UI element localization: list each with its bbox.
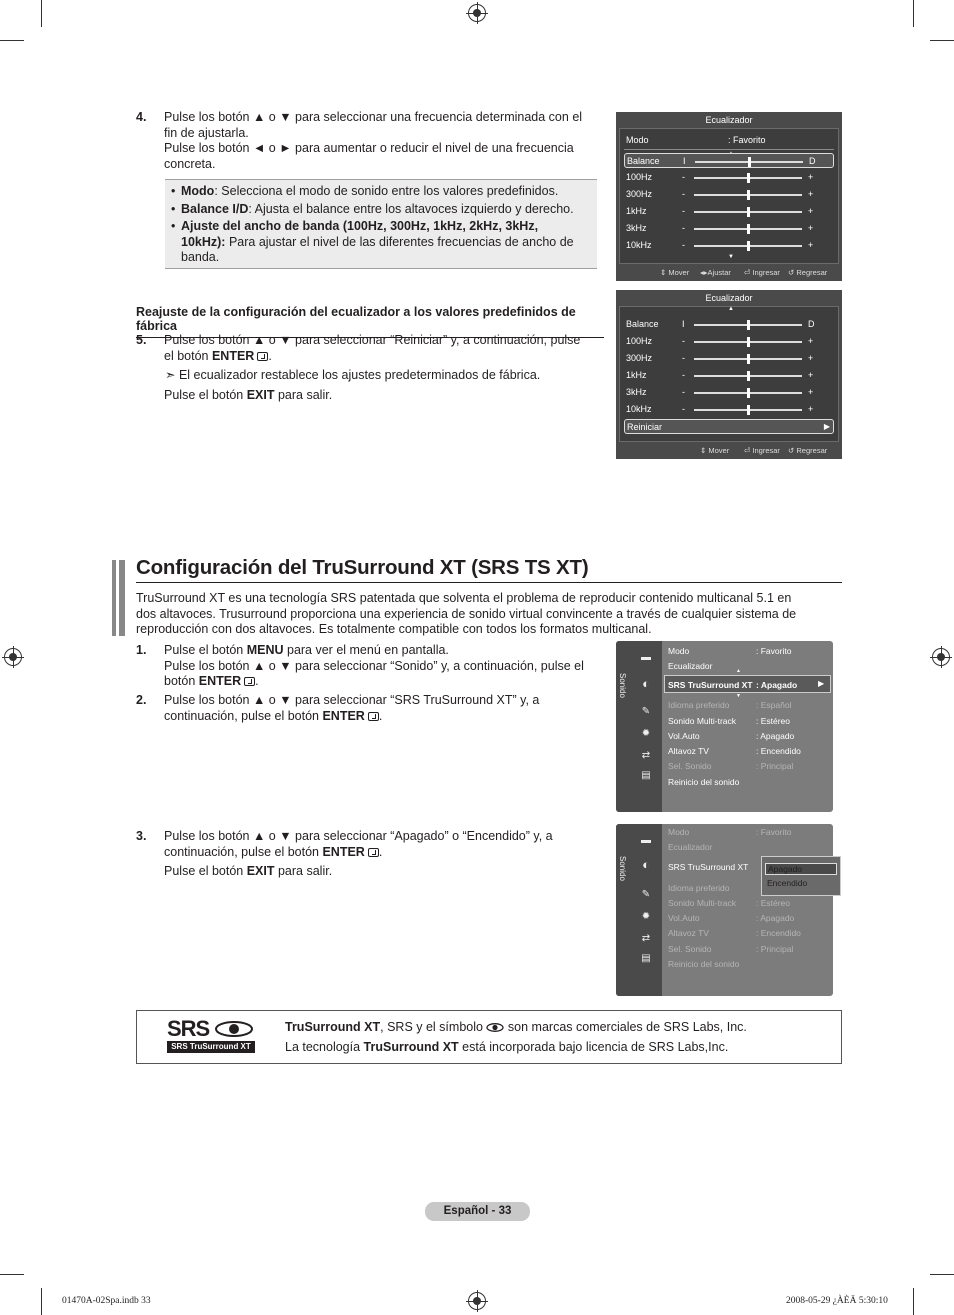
eq-row-right-mark: + bbox=[808, 223, 814, 233]
sound-menu-panel bbox=[616, 824, 833, 996]
eq-slider-knob[interactable] bbox=[747, 207, 750, 217]
down-arrow-icon: ▼ bbox=[736, 693, 741, 699]
section-title: Configuración del TruSurround XT (SRS TS XT) bbox=[136, 556, 589, 579]
sound-icon: ◐ bbox=[642, 676, 650, 691]
menu-item-label: Altavoz TV bbox=[668, 746, 709, 756]
eq-row-label: 1kHz bbox=[626, 206, 647, 216]
menu-item-label: Vol.Auto bbox=[668, 731, 700, 741]
note-item: • Ajuste del ancho de banda (100Hz, 300Hz, 1kHz, 2kHz, 3kHz, 10kHz): Para ajustar el nivel de las diferentes frecuencias de ancho de banda. bbox=[171, 219, 574, 264]
eq-row-label: Balance bbox=[626, 319, 659, 329]
step-text-line: el botón ENTER . bbox=[164, 348, 272, 363]
step-number: 1. bbox=[136, 643, 147, 657]
eq-row-300hz[interactable] bbox=[624, 351, 834, 366]
menu-item-value: : Encendido bbox=[756, 928, 801, 938]
step-text-line: Pulse los botón ▲ o ▼ para seleccionar una frecuencia determinada con el bbox=[164, 110, 583, 124]
crop-mark bbox=[41, 1288, 42, 1315]
footer-enter bbox=[744, 268, 780, 277]
eq-row-right-mark: + bbox=[808, 240, 814, 250]
eq-slider-knob[interactable] bbox=[747, 337, 750, 347]
menu-item[interactable] bbox=[668, 716, 791, 726]
eq-row-label: 1kHz bbox=[626, 370, 647, 380]
text-fragment: botón bbox=[164, 674, 199, 688]
crop-mark bbox=[930, 40, 954, 41]
menu-sidebar bbox=[616, 824, 662, 996]
eq-slider-knob[interactable] bbox=[747, 320, 750, 330]
print-slug-right: 2008-05-29 ¿ÀÈÄ 5:30:10 bbox=[786, 1296, 888, 1306]
eq-row-left-mark: - bbox=[682, 240, 685, 250]
equalizer-panel bbox=[616, 112, 842, 281]
menu-item-label: Sel. Sonido bbox=[668, 761, 712, 771]
eq-slider-knob[interactable] bbox=[747, 388, 750, 398]
trademark-box bbox=[136, 1010, 842, 1064]
eq-row-right-mark: + bbox=[808, 387, 814, 397]
step-text-line: Pulse los botón ▲ o ▼ para seleccionar “Sonido” y, a continuación, pulse el bbox=[164, 658, 584, 673]
menu-sidebar bbox=[616, 641, 662, 812]
intro-line: dos altavoces. Trusurround proporciona una experiencia de sonido virtual convincente a través de cualquier sistema de bbox=[136, 606, 797, 621]
menu-item-label: Ecualizador bbox=[668, 661, 713, 671]
step-text-line: Pulse los botón ▲ o ▼ para seleccionar “Reiniciar” y, a continuación, pulse bbox=[164, 333, 581, 347]
step-text-line bbox=[164, 388, 604, 404]
exit-key-label: EXIT bbox=[246, 387, 275, 402]
enter-key-label: ENTER bbox=[322, 844, 365, 859]
reset-row[interactable] bbox=[624, 419, 834, 434]
eq-row-label: 3kHz bbox=[626, 387, 647, 397]
text-fragment: para salir. bbox=[274, 387, 333, 402]
eq-row-label: 300Hz bbox=[626, 353, 653, 363]
srs-logo-word: SRS bbox=[167, 1016, 210, 1041]
registration-mark-icon bbox=[468, 1292, 486, 1310]
enter-key-label: ENTER bbox=[211, 348, 255, 363]
menu-item-value: : Apagado bbox=[756, 731, 795, 741]
eq-row-3khz[interactable] bbox=[624, 221, 834, 236]
eq-row-left-mark: - bbox=[682, 206, 685, 216]
menu-item-label: Sonido Multi-track bbox=[668, 898, 737, 908]
eq-row-label: 10kHz bbox=[626, 404, 652, 414]
srs-symbol-icon bbox=[214, 1021, 254, 1037]
srs-symbol-icon bbox=[486, 1023, 504, 1032]
menu-item[interactable] bbox=[668, 827, 792, 837]
enter-icon: ⏎ bbox=[744, 446, 751, 455]
enter-icon bbox=[368, 848, 379, 857]
crop-mark bbox=[41, 0, 42, 27]
eq-row-right-mark: + bbox=[808, 353, 814, 363]
application-icon: ▤ bbox=[641, 770, 651, 781]
mode-label: Modo bbox=[626, 135, 649, 145]
reset-heading: Reajuste de la configuración del ecualizador a los valores predefinidos de fábrica bbox=[136, 305, 604, 338]
note-text: Para ajustar el nivel de las diferentes frecuencias de ancho de bbox=[225, 234, 574, 249]
eq-row-10khz[interactable] bbox=[624, 238, 834, 253]
menu-item[interactable] bbox=[668, 928, 801, 938]
sound-icon: ◐ bbox=[642, 857, 650, 872]
menu-item-label: Reinicio del sonido bbox=[668, 777, 740, 787]
enter-icon bbox=[368, 712, 379, 721]
menu-item[interactable] bbox=[668, 646, 792, 656]
text-fragment: La tecnología bbox=[285, 1039, 364, 1054]
picture-icon: ▬ bbox=[641, 835, 651, 846]
up-arrow-icon: ▲ bbox=[736, 668, 741, 674]
menu-item[interactable] bbox=[668, 913, 795, 923]
mode-row[interactable] bbox=[624, 134, 834, 150]
menu-item[interactable] bbox=[668, 680, 798, 690]
menu-item[interactable] bbox=[668, 746, 801, 756]
menu-item[interactable] bbox=[668, 944, 794, 954]
note-term: Balance I/D bbox=[181, 201, 249, 216]
text-fragment: para ver el menú en pantalla. bbox=[283, 643, 449, 657]
menu-item[interactable] bbox=[668, 898, 791, 908]
eq-row-label: 10kHz bbox=[626, 240, 652, 250]
footer-move-label: Mover bbox=[708, 446, 730, 455]
enter-icon: ⏎ bbox=[744, 268, 751, 277]
step-text-line bbox=[164, 864, 604, 880]
trademark-line bbox=[285, 1040, 835, 1056]
arrow-right-icon: ▶ bbox=[818, 679, 825, 688]
step-text-line: continuación, pulse el botón ENTER . bbox=[164, 844, 383, 859]
registration-mark-icon bbox=[932, 648, 950, 666]
footer-return-label: Regresar bbox=[796, 446, 828, 455]
sound-menu-panel bbox=[616, 641, 833, 812]
menu-item-label: Sel. Sonido bbox=[668, 944, 712, 954]
eq-row-label: 300Hz bbox=[626, 189, 653, 199]
footer-adjust bbox=[700, 268, 731, 277]
crop-mark bbox=[0, 1274, 24, 1275]
eq-row-balance[interactable] bbox=[624, 153, 834, 168]
eq-row-100hz[interactable] bbox=[624, 334, 834, 349]
eq-row-left-mark: - bbox=[682, 336, 685, 346]
eq-row-left-mark: - bbox=[682, 404, 685, 414]
eq-row-left-mark: - bbox=[682, 223, 685, 233]
menu-item-value: : Favorito bbox=[756, 646, 792, 656]
eq-row-left-mark: I bbox=[683, 156, 686, 166]
eq-row-label: 100Hz bbox=[626, 336, 653, 346]
step-text-line: Pulse los botón ▲ o ▼ para seleccionar “Apagado” o “Encendido” y, a bbox=[164, 829, 553, 843]
footer-enter-label: Ingresar bbox=[752, 446, 780, 455]
text-fragment: para salir. bbox=[274, 864, 333, 878]
mode-value: : Favorito bbox=[728, 135, 766, 145]
footer-return bbox=[788, 446, 827, 455]
note-box bbox=[165, 179, 597, 269]
eq-row-balance[interactable] bbox=[624, 317, 834, 332]
menu-item-label: Vol.Auto bbox=[668, 913, 700, 923]
eq-row-left-mark: - bbox=[682, 172, 685, 182]
setup-icon: ✹ bbox=[641, 728, 651, 739]
menu-item[interactable] bbox=[668, 731, 795, 741]
sidebar-label: Sonido bbox=[618, 673, 627, 698]
eq-row-1khz[interactable] bbox=[624, 368, 834, 383]
eq-row-right-mark: + bbox=[808, 206, 814, 216]
menu-item-value: : Estéreo bbox=[756, 716, 791, 726]
equalizer-panel bbox=[616, 290, 842, 459]
option-apagado[interactable]: Apagado bbox=[765, 863, 837, 875]
enter-key-label: ENTER bbox=[322, 708, 365, 723]
step-text-line bbox=[164, 643, 604, 659]
menu-item-value: : Principal bbox=[756, 944, 794, 954]
panel-title: Ecualizador bbox=[705, 115, 753, 125]
sidebar-label: Sonido bbox=[618, 856, 627, 881]
eq-row-left-mark: - bbox=[682, 370, 685, 380]
eq-row-right-mark: D bbox=[808, 319, 815, 329]
menu-key-label: MENU bbox=[246, 643, 284, 657]
text-fragment: está incorporada bajo licencia de SRS Labs,Inc. bbox=[458, 1039, 729, 1054]
channel-icon: ✎ bbox=[641, 706, 651, 717]
registration-mark-icon bbox=[4, 648, 22, 666]
move-icon: ⇕ bbox=[700, 446, 707, 455]
step-5-text bbox=[164, 333, 604, 403]
up-arrow-icon: ▲ bbox=[728, 306, 734, 312]
menu-item-label: Altavoz TV bbox=[668, 928, 709, 938]
crop-mark bbox=[930, 1274, 954, 1275]
text-fragment: continuación, pulse el botón bbox=[164, 844, 323, 859]
menu-item-value: : Estéreo bbox=[756, 898, 791, 908]
eq-slider-knob[interactable] bbox=[747, 241, 750, 251]
picture-icon: ▬ bbox=[641, 652, 651, 663]
note-text: : Selecciona el modo de sonido entre los valores predefinidos. bbox=[214, 184, 559, 198]
return-icon: ↺ bbox=[788, 268, 795, 277]
step-text-line: fin de ajustarla. bbox=[164, 125, 249, 140]
menu-item-value: : Encendido bbox=[756, 746, 801, 756]
text-fragment: , SRS y el símbolo bbox=[380, 1020, 487, 1034]
footer-return-label: Regresar bbox=[796, 268, 828, 277]
eq-row-label: 3kHz bbox=[626, 223, 647, 233]
eq-row-1khz[interactable] bbox=[624, 204, 834, 219]
enter-icon bbox=[257, 352, 268, 361]
step-number: 5. bbox=[136, 333, 147, 347]
crop-mark bbox=[913, 1288, 914, 1315]
step-number: 3. bbox=[136, 829, 147, 843]
note-text: banda. bbox=[181, 250, 220, 264]
menu-item-label: Idioma preferido bbox=[668, 883, 730, 893]
eq-row-right-mark: + bbox=[808, 172, 814, 182]
text-fragment: Pulse el botón bbox=[164, 864, 247, 878]
eq-row-right-mark: D bbox=[809, 156, 816, 166]
adjust-icon: ◂▸ bbox=[700, 268, 708, 277]
footer-move bbox=[660, 268, 689, 277]
text-fragment: continuación, pulse el botón bbox=[164, 708, 323, 723]
step-text-line: Pulse los botón ◄ o ► para aumentar o reducir el nivel de una frecuencia bbox=[164, 141, 574, 155]
eq-slider-knob[interactable] bbox=[747, 354, 750, 364]
eq-row-10khz[interactable] bbox=[624, 402, 834, 417]
trademark-text bbox=[285, 1020, 835, 1055]
menu-item[interactable] bbox=[668, 661, 712, 671]
footer-adjust-label: Ajustar bbox=[707, 268, 731, 277]
menu-item[interactable] bbox=[668, 842, 712, 852]
eq-slider-knob[interactable] bbox=[748, 157, 751, 167]
step-text-line: continuación, pulse el botón ENTER . bbox=[164, 708, 383, 723]
menu-item-label: Ecualizador bbox=[668, 842, 713, 852]
title-rule bbox=[136, 582, 842, 583]
menu-item[interactable] bbox=[668, 883, 729, 893]
return-icon: ↺ bbox=[788, 446, 795, 455]
footer-return bbox=[788, 268, 827, 277]
intro-line: TruSurround XT es una tecnología SRS patentada que solventa el problema de reproducir contenido multicanal 5.1 en bbox=[136, 591, 792, 605]
section-intro bbox=[136, 591, 842, 638]
note-term: Ajuste del ancho de banda (100Hz, 300Hz, 1kHz, 2kHz, 3kHz, bbox=[181, 219, 539, 233]
menu-item[interactable] bbox=[668, 862, 748, 872]
title-accent-bar bbox=[112, 560, 116, 636]
text-fragment: Pulse el botón bbox=[164, 387, 247, 402]
step-text-line: botón ENTER . bbox=[164, 674, 259, 688]
setup-icon: ✹ bbox=[641, 911, 651, 922]
footer-move bbox=[700, 446, 729, 455]
note-term: 10kHz): bbox=[181, 234, 226, 249]
eq-row-300hz[interactable] bbox=[624, 187, 834, 202]
text-bold: TruSurround XT bbox=[363, 1039, 459, 1054]
menu-item[interactable] bbox=[668, 761, 794, 771]
reset-label: Reiniciar bbox=[627, 422, 663, 432]
step-1-text bbox=[164, 643, 604, 690]
input-icon: ⇄ bbox=[641, 933, 651, 944]
menu-item-label: Modo bbox=[668, 646, 690, 656]
menu-item-value: : Favorito bbox=[756, 827, 792, 837]
crop-mark bbox=[913, 0, 914, 27]
note-line: ➣ El ecualizador restablece los ajustes predeterminados de fábrica. bbox=[165, 368, 541, 382]
note-term: Modo bbox=[181, 184, 215, 198]
text-bold: TruSurround XT bbox=[285, 1020, 381, 1034]
step-4-text bbox=[164, 110, 604, 172]
crop-mark bbox=[0, 40, 24, 41]
text-fragment: Pulse el botón bbox=[164, 643, 247, 657]
menu-item-value: : Principal bbox=[756, 761, 794, 771]
option-encendido[interactable]: Encendido bbox=[767, 878, 808, 888]
menu-item[interactable] bbox=[668, 959, 739, 969]
menu-item-label: SRS TruSurround XT bbox=[668, 862, 749, 872]
note-text: : Ajusta el balance entre los altavoces izquierdo y derecho. bbox=[248, 201, 574, 216]
note-item: • Balance I/D: Ajusta el balance entre los altavoces izquierdo y derecho. bbox=[171, 201, 574, 216]
registration-mark-icon bbox=[468, 4, 486, 22]
eq-row-right-mark: + bbox=[808, 189, 814, 199]
page-number: Español - 33 bbox=[425, 1202, 530, 1221]
footer-enter-label: Ingresar bbox=[752, 268, 780, 277]
exit-key-label: EXIT bbox=[246, 864, 275, 878]
move-icon: ⇕ bbox=[660, 268, 667, 277]
eq-row-right-mark: + bbox=[808, 336, 814, 346]
text-fragment: son marcas comerciales de SRS Labs, Inc. bbox=[504, 1020, 747, 1034]
step-number: 2. bbox=[136, 693, 147, 707]
eq-slider-knob[interactable] bbox=[747, 405, 750, 415]
menu-item-value: : Apagado bbox=[756, 913, 795, 923]
eq-row-100hz[interactable] bbox=[624, 170, 834, 185]
menu-item-label: Sonido Multi-track bbox=[668, 716, 737, 726]
footer-enter bbox=[744, 446, 780, 455]
eq-row-label: 100Hz bbox=[626, 172, 653, 182]
step-3-text bbox=[164, 829, 604, 880]
menu-item[interactable] bbox=[668, 777, 739, 787]
arrow-right-icon: ▶ bbox=[823, 422, 830, 431]
channel-icon: ✎ bbox=[641, 889, 651, 900]
eq-slider-knob[interactable] bbox=[747, 224, 750, 234]
menu-item-label: Modo bbox=[668, 827, 690, 837]
step-text-line: Pulse los botón ▲ o ▼ para seleccionar “SRS TruSurround XT” y, a bbox=[164, 693, 540, 707]
step-text-line: concreta. bbox=[164, 156, 216, 171]
input-icon: ⇄ bbox=[641, 750, 651, 761]
footer-move-label: Mover bbox=[668, 268, 690, 277]
menu-item-label: Reinicio del sonido bbox=[668, 959, 740, 969]
eq-slider-knob[interactable] bbox=[747, 173, 750, 183]
trademark-line bbox=[285, 1020, 835, 1036]
title-accent-bar bbox=[119, 560, 125, 636]
enter-key-label: ENTER bbox=[198, 674, 242, 688]
application-icon: ▤ bbox=[641, 953, 651, 964]
eq-slider-knob[interactable] bbox=[747, 190, 750, 200]
eq-row-left-mark: - bbox=[682, 387, 685, 397]
menu-item-value: : Español bbox=[756, 700, 792, 710]
step-number: 4. bbox=[136, 110, 147, 124]
eq-row-right-mark: + bbox=[808, 404, 814, 414]
srs-logo-bar: SRS TruSurround XT bbox=[167, 1041, 255, 1053]
menu-item-label: SRS TruSurround XT bbox=[668, 680, 753, 690]
menu-item[interactable] bbox=[668, 700, 792, 710]
menu-item-label: Idioma preferido bbox=[668, 700, 730, 710]
eq-row-left-mark: - bbox=[682, 353, 685, 363]
note-item: • Modo: Selecciona el modo de sonido entre los valores predefinidos. bbox=[171, 184, 559, 198]
eq-row-3khz[interactable] bbox=[624, 385, 834, 400]
enter-icon bbox=[244, 677, 255, 686]
eq-row-label: Balance bbox=[627, 156, 660, 166]
menu-item-value: : Apagado bbox=[756, 680, 798, 690]
print-slug-left: 01470A-02Spa.indb 33 bbox=[62, 1296, 151, 1306]
eq-slider-knob[interactable] bbox=[747, 371, 750, 381]
intro-line: reproducción con dos altavoces. Es totalmente compatible con todos los formatos multicanal. bbox=[136, 622, 652, 636]
text-fragment: el botón bbox=[164, 348, 212, 363]
option-popup bbox=[761, 856, 841, 896]
step-2-text bbox=[164, 693, 604, 724]
down-arrow-icon: ▼ bbox=[728, 254, 734, 260]
eq-row-left-mark: - bbox=[682, 189, 685, 199]
eq-row-left-mark: I bbox=[682, 319, 685, 329]
panel-title: Ecualizador bbox=[705, 293, 753, 303]
eq-row-right-mark: + bbox=[808, 370, 814, 380]
